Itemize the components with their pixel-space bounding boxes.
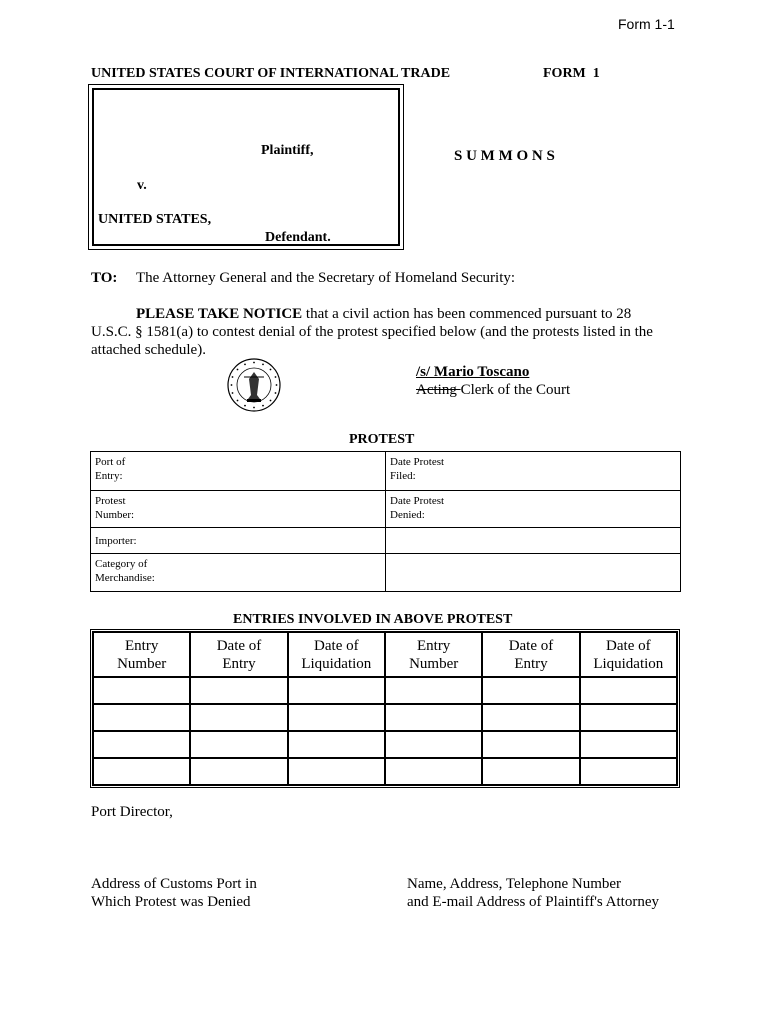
entry-cell[interactable] xyxy=(190,704,287,731)
protest-row-port xyxy=(91,452,681,491)
entry-cell[interactable] xyxy=(482,758,579,785)
protest-row-merchandise xyxy=(91,554,681,592)
versus-label: v. xyxy=(137,178,147,193)
plaintiff-attorney-label: Name, Address, Telephone Number and E-mail Address of Plaintiff's Attorney xyxy=(407,876,659,910)
plaintiff-label: Plaintiff, xyxy=(261,143,314,158)
defendant-label: Defendant. xyxy=(265,230,331,245)
entry-cell[interactable] xyxy=(580,758,677,785)
col-date-of-entry-2: Date of Entry xyxy=(482,632,579,677)
notice-line-1-text: that a civil action has been commenced pursuant to 28 xyxy=(302,306,632,322)
entry-cell[interactable] xyxy=(288,677,385,704)
entry-cell[interactable] xyxy=(580,731,677,758)
importer-field-extra[interactable] xyxy=(386,528,681,554)
entry-cell[interactable] xyxy=(385,731,482,758)
category-of-merchandise-field[interactable] xyxy=(91,554,386,592)
entry-cell[interactable] xyxy=(385,677,482,704)
entry-cell[interactable] xyxy=(482,704,579,731)
entries-header-row xyxy=(93,632,677,677)
entries-heading: ENTRIES INVOLVED IN ABOVE PROTEST xyxy=(233,612,513,627)
entry-cell[interactable] xyxy=(288,731,385,758)
court-seal-icon xyxy=(226,357,282,413)
date-protest-denied-label: Date Protest Denied: xyxy=(390,495,445,521)
port-of-entry-label: Port of Entry: xyxy=(95,456,126,482)
form-number: FORM 1 xyxy=(543,66,600,81)
struck-acting: Acting xyxy=(416,382,461,398)
protest-number-field[interactable] xyxy=(91,491,386,528)
entry-row xyxy=(93,758,677,785)
notice-line-3: attached schedule). xyxy=(91,342,206,358)
entry-row xyxy=(93,704,677,731)
col-date-of-liquidation-2: Date of Liquidation xyxy=(580,632,677,677)
entry-cell[interactable] xyxy=(190,758,287,785)
notice-lead: PLEASE TAKE NOTICE xyxy=(136,306,303,322)
port-of-entry-field[interactable] xyxy=(91,452,386,491)
date-protest-filed-label: Date Protest Filed: xyxy=(390,456,445,482)
entry-cell[interactable] xyxy=(190,677,287,704)
case-caption-box xyxy=(88,84,404,250)
entry-cell[interactable] xyxy=(93,731,190,758)
entries-table xyxy=(90,629,680,788)
category-of-merchandise-extra[interactable] xyxy=(386,554,681,592)
form-id: Form 1-1 xyxy=(618,16,675,32)
entry-cell[interactable] xyxy=(93,677,190,704)
col-entry-number: Entry Number xyxy=(93,632,190,677)
entry-cell[interactable] xyxy=(482,677,579,704)
entry-cell[interactable] xyxy=(385,704,482,731)
notice-line-2: U.S.C. § 1581(a) to contest denial of the protest specified below (and the protests listed in the xyxy=(91,324,653,340)
summons-title: S U M M O N S xyxy=(454,148,555,164)
date-protest-denied-field[interactable] xyxy=(386,491,681,528)
entry-cell[interactable] xyxy=(288,758,385,785)
protest-row-importer xyxy=(91,528,681,554)
col-date-of-liquidation: Date of Liquidation xyxy=(288,632,385,677)
customs-port-address-label: Address of Customs Port in Which Protest was Denied xyxy=(91,876,257,910)
entry-cell[interactable] xyxy=(385,758,482,785)
entry-cell[interactable] xyxy=(93,704,190,731)
date-protest-filed-field[interactable] xyxy=(386,452,681,491)
entry-cell[interactable] xyxy=(482,731,579,758)
entry-cell[interactable] xyxy=(580,677,677,704)
clerk-title: Clerk of the Court xyxy=(460,382,571,398)
entry-cell[interactable] xyxy=(288,704,385,731)
defendant-name: UNITED STATES, xyxy=(98,212,212,227)
entry-cell[interactable] xyxy=(190,731,287,758)
notice-line-1 xyxy=(136,306,631,323)
category-of-merchandise-label: Category of Merchandise: xyxy=(95,558,155,584)
to-label: TO: xyxy=(91,270,118,286)
protest-row-number xyxy=(91,491,681,528)
court-name: UNITED STATES COURT OF INTERNATIONAL TRADE xyxy=(91,66,451,81)
entry-cell[interactable] xyxy=(93,758,190,785)
port-director-label: Port Director, xyxy=(91,804,173,820)
col-date-of-entry: Date of Entry xyxy=(190,632,287,677)
to-text: The Attorney General and the Secretary of Homeland Security: xyxy=(136,270,516,286)
clerk-title-line xyxy=(416,382,570,399)
importer-label: Importer: xyxy=(95,535,137,547)
entry-row xyxy=(93,677,677,704)
clerk-signature: /s/ Mario Toscano xyxy=(416,364,530,380)
protest-heading: PROTEST xyxy=(349,432,415,447)
protest-table xyxy=(90,451,681,592)
col-entry-number-2: Entry Number xyxy=(385,632,482,677)
protest-number-label: Protest Number: xyxy=(95,495,135,521)
entry-cell[interactable] xyxy=(580,704,677,731)
importer-field[interactable] xyxy=(91,528,386,554)
entry-row xyxy=(93,731,677,758)
